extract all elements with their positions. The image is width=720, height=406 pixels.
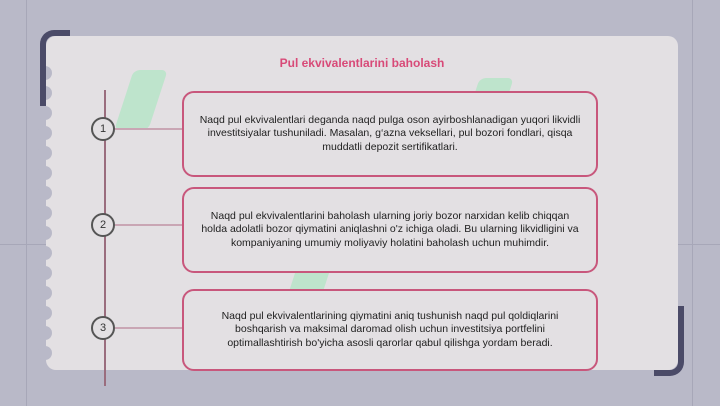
step-number-3: 3 — [91, 316, 115, 340]
text-box-3 — [182, 289, 598, 371]
timeline-connector — [115, 327, 182, 329]
slide-title: Pul ekvivalentlarini baholash — [279, 56, 445, 70]
text-box-1 — [182, 91, 598, 177]
backdrop-guide-line — [692, 0, 693, 406]
text-box-content: Naqd pul ekvivalentlari deganda naqd pulga oson ayirboshlanadigan yuqori likvidli investitsiyalar tushuniladi. Masalan, g‘azna veksellari, pul bozori fondlari, qisqa muddatli depozit sertifikatlari. — [199, 113, 581, 153]
timeline-connector — [115, 224, 182, 226]
step-number-1: 1 — [91, 117, 115, 141]
text-box-2 — [182, 187, 598, 273]
text-box-content: Naqd pul ekvivalentlarini baholash ularning joriy bozor narxidan kelib chiqqan holda adolatli bozor qiymatini aniqlashni o'z ichiga oladi. Bu ularning likvidligini va kompaniyaning umumiy moliyaviy holatini baholash uchun muhimdir. — [201, 209, 579, 249]
card-perforations — [38, 66, 54, 366]
backdrop-guide-line — [26, 0, 27, 406]
timeline-connector — [115, 128, 182, 130]
step-number-2: 2 — [91, 213, 115, 237]
text-box-content: Naqd pul ekvivalentlarining qiymatini aniq tushunish naqd pul qoldiqlarini boshqarish va maksimal daromad olish uchun investitsiya portfelini optimallashtirish bo'yicha asosli qarorlar qabul qilishga yordam beradi. — [221, 309, 559, 349]
frame-corner-bottom-right — [654, 306, 684, 376]
